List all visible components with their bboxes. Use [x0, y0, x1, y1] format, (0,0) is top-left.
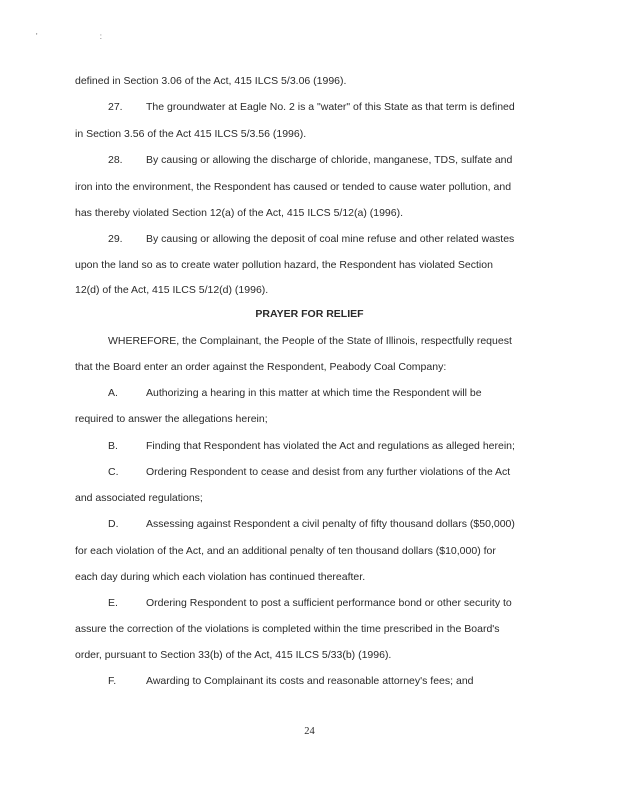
paragraph-26-continuation: defined in Section 3.06 of the Act, 415 ILCS 5/3.06 (1996). — [75, 75, 347, 87]
page-number: 24 — [304, 726, 315, 737]
paragraph-29-line-2: upon the land so as to create water pollution hazard, the Respondent has violated Section — [75, 259, 493, 271]
item-a-line-2: required to answer the allegations herein; — [75, 413, 268, 425]
item-e-line-2: assure the correction of the violations is completed within the time prescribed in the Board's — [75, 623, 500, 635]
prayer-intro-line-1: WHEREFORE, the Complainant, the People of the State of Illinois, respectfully request — [108, 335, 512, 347]
item-d-line-3: each day during which each violation has continued thereafter. — [75, 571, 366, 583]
item-f-line-1: Awarding to Complainant its costs and reasonable attorney's fees; and — [146, 675, 474, 687]
item-b-letter: B. — [108, 440, 118, 452]
item-e-letter: E. — [108, 597, 118, 609]
item-c-letter: C. — [108, 466, 119, 478]
item-c-line-1: Ordering Respondent to cease and desist from any further violations of the Act — [146, 466, 511, 478]
paragraph-27-number: 27. — [108, 101, 123, 113]
item-e-line-3: order, pursuant to Section 33(b) of the Act, 415 ILCS 5/33(b) (1996). — [75, 649, 392, 661]
paragraph-29-number: 29. — [108, 233, 123, 245]
prayer-for-relief-heading: PRAYER FOR RELIEF — [255, 308, 364, 320]
item-b-line-1: Finding that Respondent has violated the Act and regulations as alleged herein; — [146, 440, 515, 452]
item-e-line-1: Ordering Respondent to post a sufficient performance bond or other security to — [146, 597, 512, 609]
paragraph-28-line-1: By causing or allowing the discharge of chloride, manganese, TDS, sulfate and — [146, 154, 513, 166]
paragraph-28-number: 28. — [108, 154, 123, 166]
paragraph-29-line-1: By causing or allowing the deposit of coal mine refuse and other related wastes — [146, 233, 515, 245]
item-d-letter: D. — [108, 518, 119, 530]
item-d-line-1: Assessing against Respondent a civil penalty of fifty thousand dollars ($50,000) — [146, 518, 515, 530]
item-a-letter: A. — [108, 387, 118, 399]
paragraph-28-line-2: iron into the environment, the Respondent has caused or tended to cause water pollution, and — [75, 181, 512, 193]
corner-marks: ' : — [36, 32, 132, 41]
paragraph-27-line-2: in Section 3.56 of the Act 415 ILCS 5/3.56 (1996). — [75, 128, 307, 140]
paragraph-29-line-3: 12(d) of the Act, 415 ILCS 5/12(d) (1996). — [75, 284, 269, 296]
item-f-letter: F. — [108, 675, 117, 687]
paragraph-27-line-1: The groundwater at Eagle No. 2 is a "water" of this State as that term is defined — [146, 101, 515, 113]
paragraph-28-line-3: has thereby violated Section 12(a) of the Act, 415 ILCS 5/12(a) (1996). — [75, 207, 404, 219]
item-d-line-2: for each violation of the Act, and an additional penalty of ten thousand dollars ($10,000) for — [75, 545, 496, 557]
item-c-line-2: and associated regulations; — [75, 492, 203, 504]
item-a-line-1: Authorizing a hearing in this matter at which time the Respondent will be — [146, 387, 482, 399]
prayer-intro-line-2: that the Board enter an order against the Respondent, Peabody Coal Company: — [75, 361, 447, 373]
